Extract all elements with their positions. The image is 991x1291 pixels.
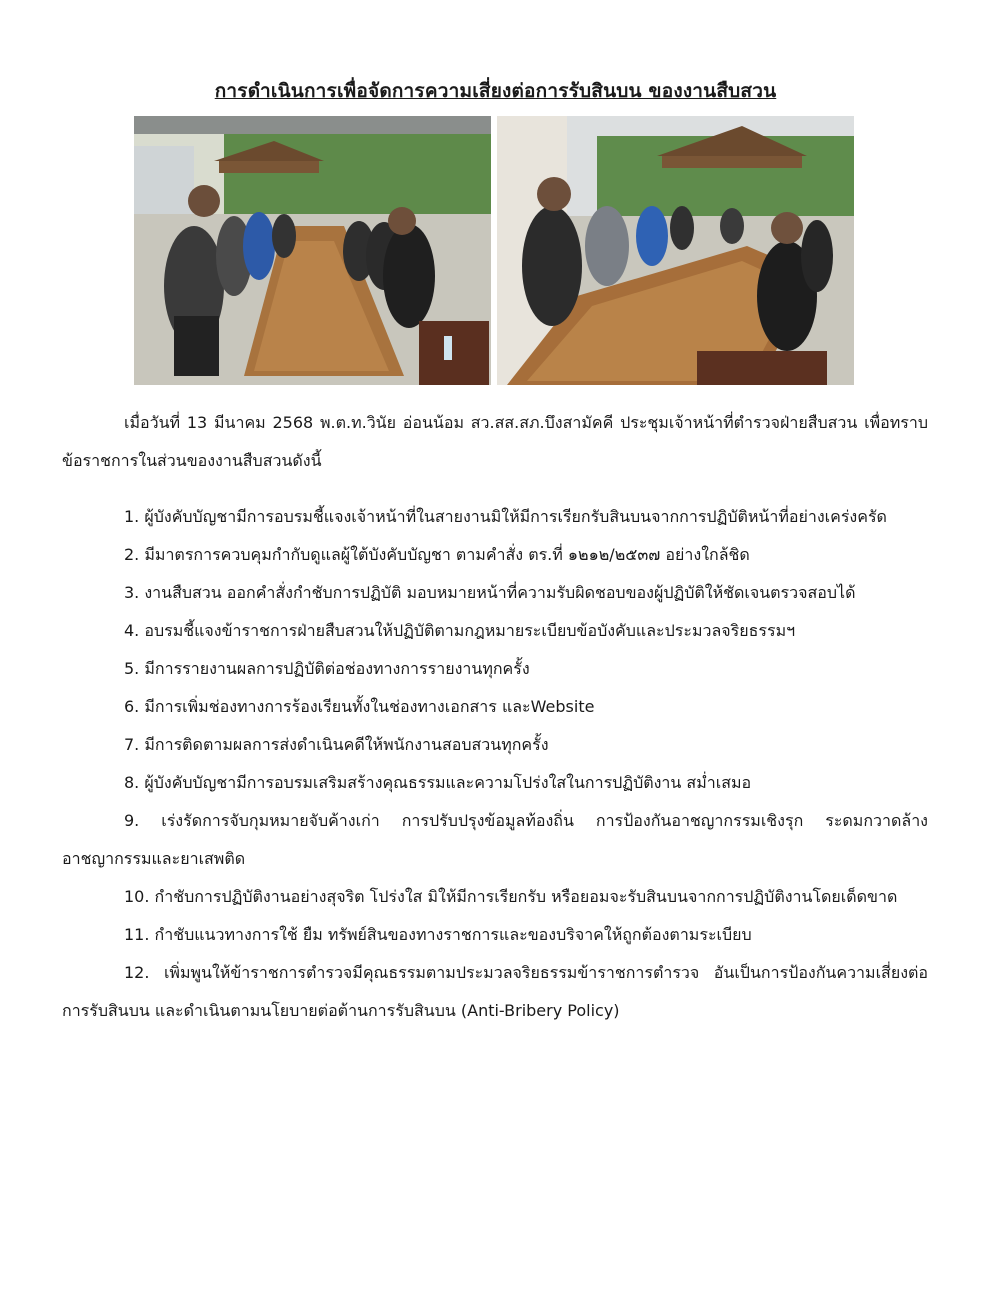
list-item: 8. ผู้บังคับบัญชามีการอบรมเสริมสร้างคุณธรรมและความโปร่งใสในการปฏิบัติงาน สม่ำเสมอ	[124, 773, 752, 792]
list-item: 12. เพิ่มพูนให้ข้าราชการตำรวจมีคุณธรรมตามประมวลจริยธรรมข้าราชการตำรวจ อันเป็นการป้องกันความเสี่ยงต่อการรับสินบน และดำเนินตามนโยบายต่อต้านการรับสินบน (Anti-Bribery Policy)	[62, 963, 928, 1020]
meeting-photo-left	[134, 116, 491, 385]
list-item: 7. มีการติดตามผลการส่งดำเนินคดีให้พนักงานสอบสวนทุกครั้ง	[124, 735, 549, 754]
list-item: 6. มีการเพิ่มช่องทางการร้องเรียนทั้งในช่องทางเอกสาร และWebsite	[124, 697, 595, 716]
meeting-photo-right	[497, 116, 854, 385]
list-item: 3. งานสืบสวน ออกคำสั่งกำชับการปฏิบัติ มอบหมายหน้าที่ความรับผิดชอบของผู้ปฏิบัติให้ชัดเจนตรวจสอบได้	[124, 583, 856, 602]
list-item: 2. มีมาตรการควบคุมกำกับดูแลผู้ใต้บังคับบัญชา ตามคำสั่ง ตร.ที่ ๑๒๑๒/๒๕๓๗ อย่างใกล้ชิด	[124, 545, 750, 564]
list-item: 9. เร่งรัดการจับกุมหมายจับค้างเก่า การปรับปรุงข้อมูลท้องถิ่น การป้องกันอาชญากรรมเชิงรุก ระดมกวาดล้างอาชญากรรมและยาเสพติด	[62, 811, 928, 868]
list-item: 4. อบรมชี้แจงข้าราชการฝ่ายสืบสวนให้ปฏิบัติตามกฎหมายระเบียบข้อบังคับและประมวลจริยธรรมฯ	[124, 621, 796, 640]
list-item: 1. ผู้บังคับบัญชามีการอบรมชี้แจงเจ้าหน้าที่ในสายงานมิให้มีการเรียกรับสินบนจากการปฏิบัติหน้าที่อย่างเคร่งครัด	[124, 507, 887, 526]
list-item: 5. มีการรายงานผลการปฏิบัติต่อช่องทางการรายงานทุกครั้ง	[124, 659, 530, 678]
list-item: 10. กำชับการปฏิบัติงานอย่างสุจริต โปร่งใส มิให้มีการเรียกรับ หรือยอมจะรับสินบนจากการปฏิบัติงานโดยเด็ดขาด	[124, 887, 898, 906]
document-body	[62, 404, 928, 1030]
intro-paragraph: เมื่อวันที่ 13 มีนาคม 2568 พ.ต.ท.วินัย อ่อนน้อม สว.สส.สภ.บึงสามัคคี ประชุมเจ้าหน้าที่ตำรวจฝ่ายสืบสวน เพื่อทราบข้อราชการในส่วนของงานสืบสวนดังนี้	[62, 413, 928, 470]
document-title: การดำเนินการเพื่อจัดการความเสี่ยงต่อการรับสินบน ของงานสืบสวน	[214, 80, 777, 102]
list-item: 11. กำชับแนวทางการใช้ ยืม ทรัพย์สินของทางราชการและของบริจาคให้ถูกต้องตามระเบียบ	[124, 925, 752, 944]
